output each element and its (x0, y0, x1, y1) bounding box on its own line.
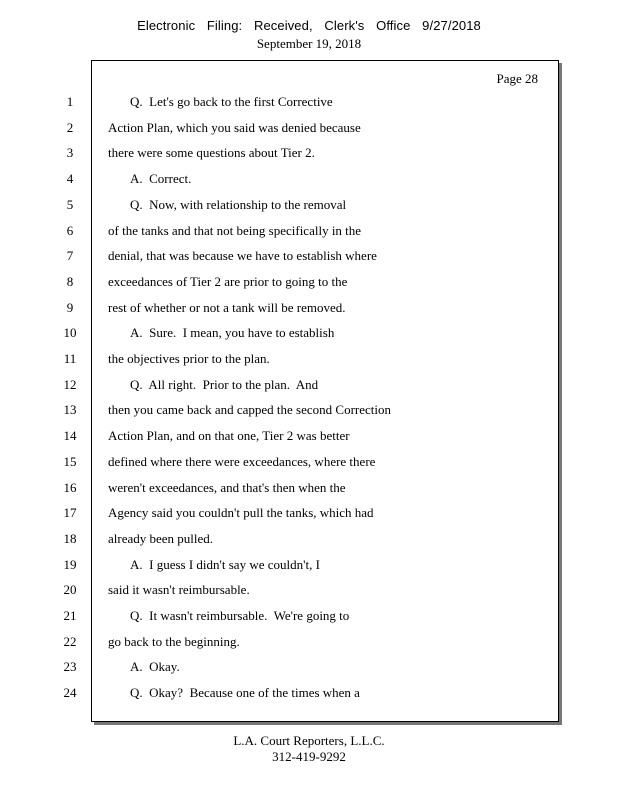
line-number: 5 (66, 196, 74, 212)
transcript-line (0, 169, 618, 189)
line-number: 15 (63, 453, 77, 469)
line-number: 11 (63, 351, 77, 366)
line-number: 16 (63, 479, 77, 495)
transcript-line (0, 375, 618, 395)
line-number: 22 (63, 633, 77, 649)
line-number: 20 (63, 582, 77, 598)
transcript-line (0, 143, 618, 163)
line-text: A. Correct. (130, 171, 192, 187)
line-text: defined where there were exceedances, where there (108, 453, 376, 469)
line-text: Action Plan, which you said was denied because (108, 119, 361, 135)
line-number: 12 (63, 376, 77, 392)
transcript-line (0, 657, 618, 677)
line-number: 18 (63, 530, 77, 546)
line-number: 4 (66, 171, 74, 187)
transcript-line (0, 400, 618, 420)
transcript-line (0, 246, 618, 266)
line-text: go back to the beginning. (108, 633, 240, 649)
line-text: weren't exceedances, and that's then when the (108, 479, 346, 495)
line-number: 10 (63, 325, 77, 341)
line-text: Q. It wasn't reimbursable. We're going to (130, 608, 350, 623)
line-text: denial, that was because we have to establish where (108, 248, 377, 264)
line-text: Agency said you couldn't pull the tanks, which had (108, 505, 374, 521)
line-text: Q. All right. Prior to the plan. And (130, 376, 319, 392)
transcript-line (0, 452, 618, 472)
transcript-line (0, 272, 618, 292)
line-number: 1 (66, 94, 74, 109)
transcript-line (0, 195, 618, 215)
transcript-line (0, 555, 618, 575)
transcript-line (0, 118, 618, 138)
transcript-line (0, 426, 618, 446)
line-number: 8 (66, 273, 74, 289)
transcript-line (0, 503, 618, 523)
page-number: Page 28 (496, 71, 538, 86)
line-text: Q. Okay? Because one of the times when a (130, 685, 360, 701)
line-number: 19 (63, 556, 77, 572)
transcript-line (0, 349, 618, 369)
line-text: said it wasn't reimbursable. (108, 582, 250, 598)
footer-company: L.A. Court Reporters, L.L.C. (233, 733, 385, 748)
line-number: 14 (63, 428, 77, 444)
transcript-line (0, 606, 618, 626)
line-text: rest of whether or not a tank will be removed. (108, 299, 346, 315)
line-number: 17 (63, 505, 77, 521)
line-number: 3 (66, 145, 74, 161)
transcript-line (0, 92, 618, 112)
line-number: 6 (66, 222, 74, 238)
line-text: the objectives prior to the plan. (108, 351, 270, 366)
transcript-line (0, 529, 618, 549)
line-text: then you came back and capped the second Correction (108, 402, 391, 418)
line-text: Q. Now, with relationship to the removal (130, 196, 347, 212)
line-number: 13 (63, 402, 77, 418)
line-text: Q. Let's go back to the first Corrective (130, 94, 333, 109)
transcript-line (0, 323, 618, 343)
line-text: A. I guess I didn't say we couldn't, I (130, 556, 320, 572)
line-text: A. Sure. I mean, you have to establish (130, 325, 335, 341)
transcript-line (0, 580, 618, 600)
transcript-line (0, 478, 618, 498)
line-text: of the tanks and that not being specifically in the (108, 222, 362, 238)
line-text: A. Okay. (130, 659, 180, 675)
line-number: 24 (63, 685, 77, 701)
transcript-line (0, 221, 618, 241)
line-text: exceedances of Tier 2 are prior to going to the (108, 273, 348, 289)
line-number: 23 (63, 659, 77, 675)
line-text: Action Plan, and on that one, Tier 2 was better (108, 428, 350, 444)
transcript-line (0, 298, 618, 318)
transcript-line (0, 683, 618, 703)
line-number: 9 (66, 299, 74, 315)
transcript-date: September 19, 2018 (256, 36, 362, 51)
line-number: 7 (66, 248, 74, 264)
footer-phone: 312-419-9292 (272, 749, 346, 764)
transcript-line (0, 632, 618, 652)
line-text: there were some questions about Tier 2. (108, 145, 315, 161)
filing-stamp: Electronic Filing: Received, Clerk's Office 9/27/2018 (137, 18, 481, 33)
line-text: already been pulled. (108, 530, 214, 546)
line-number: 21 (63, 608, 77, 623)
line-number: 2 (66, 119, 74, 135)
